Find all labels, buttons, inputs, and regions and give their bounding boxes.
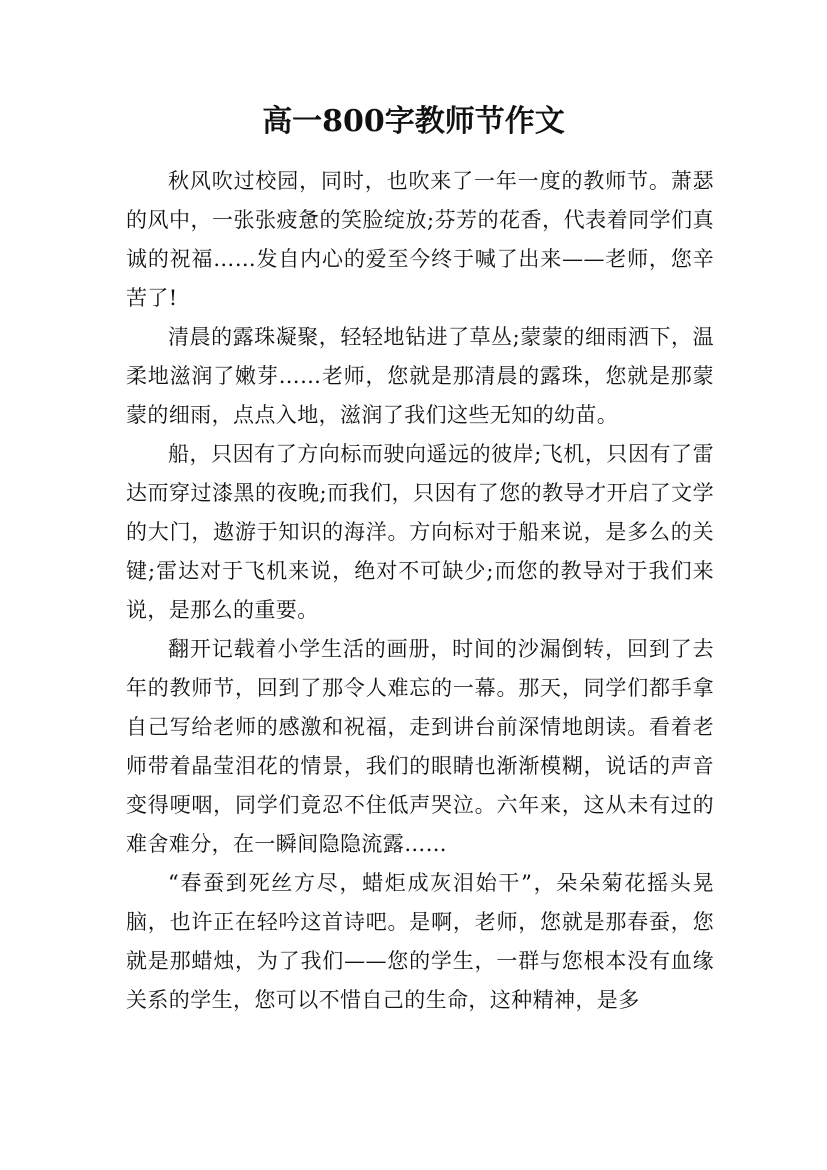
paragraph-4: 翻开记载着小学生活的画册，时间的沙漏倒转，回到了去年的教师节，回到了那令人难忘的一幕。那天，同学们都手拿自己写给老师的感激和祝福，走到讲台前深情地朗读。看着老师带着晶莹泪花的情景，我们的眼睛也渐渐模糊，说话的声音变得哽咽，同学们竟忍不住低声哭泣。六年来，这从未有过的难舍难分，在一瞬间隐隐流露…… — [126, 637, 714, 856]
paragraph-2: 清晨的露珠凝聚，轻轻地钻进了草丛;蒙蒙的细雨洒下，温柔地滋润了嫩芽……老师，您就是那清晨的露珠，您就是那蒙蒙的细雨，点点入地，滋润了我们这些无知的幼苗。 — [126, 325, 714, 427]
paragraph-5: “春蚕到死丝方尽，蜡炬成灰泪始干”，朵朵菊花摇头晃脑，也许正在轻吟这首诗吧。是啊，老师，您就是那春蚕，您就是那蜡烛，为了我们——您的学生，一群与您根本没有血缘关系的学生，您可以不惜自己的生命，这种精神，是多 — [126, 871, 714, 1012]
paragraph-3: 船，只因有了方向标而驶向遥远的彼岸;飞机，只因有了雷达而穿过漆黑的夜晚;而我们，只因有了您的教导才开启了文学的大门，遨游于知识的海洋。方向标对于船来说，是多么的关键;雷达对于飞机来说，绝对不可缺少;而您的教导对于我们来说，是那么的重要。 — [126, 442, 714, 622]
document-title: 高一800字教师节作文 — [262, 104, 565, 139]
paragraph-1: 秋风吹过校园，同时，也吹来了一年一度的教师节。萧瑟的风中，一张张疲惫的笑脸绽放;芬芳的花香，代表着同学们真诚的祝福……发自内心的爱至今终于喊了出来——老师，您辛苦了! — [126, 169, 714, 310]
document-body — [126, 162, 714, 1020]
